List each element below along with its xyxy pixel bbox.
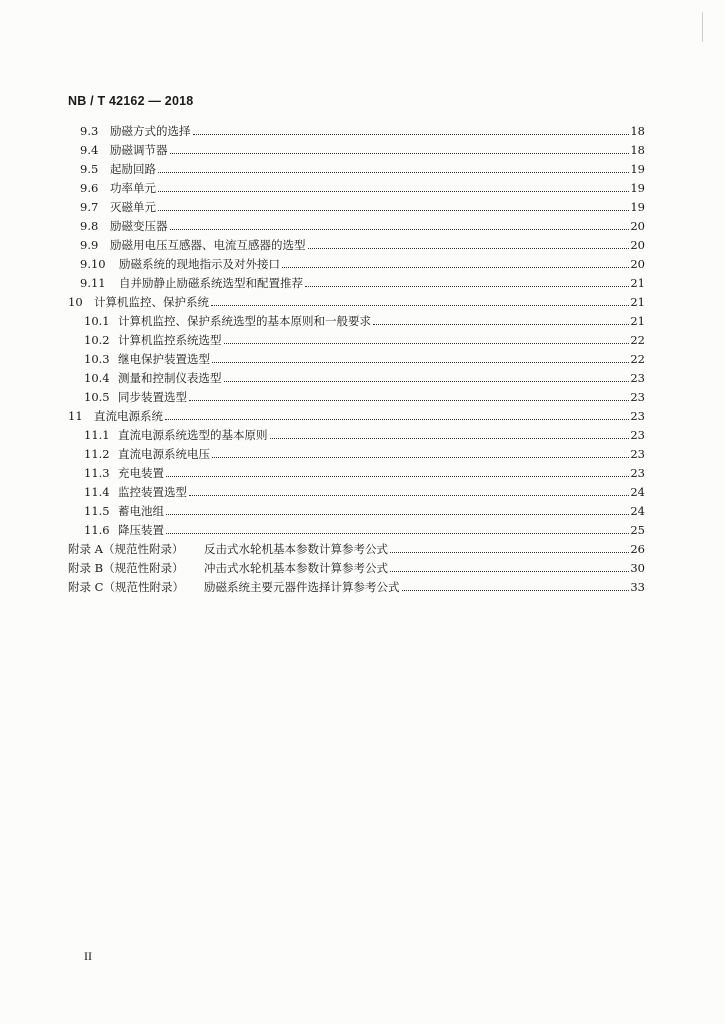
toc-entry-number: 9.3 (80, 124, 99, 138)
toc-entry-number: 9.5 (80, 162, 99, 176)
toc-entry[interactable] (84, 348, 645, 367)
toc-entry-title: 直流电源系统 (94, 409, 163, 423)
toc-entry-page: 24 (630, 485, 645, 499)
toc-entry-title: 励磁方式的选择 (110, 124, 191, 138)
toc-leader-dots (158, 209, 629, 211)
toc-entry[interactable] (80, 272, 645, 291)
toc-leader-dots (390, 551, 629, 553)
toc-entry-page: 30 (630, 561, 645, 575)
toc-leader-dots (189, 494, 629, 496)
toc-leader-dots (166, 513, 629, 515)
toc-entry-page: 24 (630, 504, 645, 518)
toc-entry[interactable] (84, 367, 645, 386)
toc-leader-dots (390, 570, 629, 572)
toc-entry-page: 26 (630, 542, 645, 556)
toc-entry-title: 计算机监控系统选型 (118, 333, 222, 347)
toc-entry-title: 励磁系统主要元器件选择计算参考公式 (204, 580, 400, 594)
toc-entry-page: 21 (630, 295, 645, 309)
toc-leader-dots (170, 228, 630, 230)
toc-entry[interactable] (80, 177, 645, 196)
toc-entry-number: 11.1 (84, 428, 110, 442)
toc-entry-page: 18 (630, 143, 645, 157)
toc-entry-title: 起励回路 (110, 162, 156, 176)
toc-leader-dots (158, 171, 629, 173)
toc-leader-dots (166, 475, 629, 477)
toc-chapter[interactable] (68, 291, 645, 310)
toc-entry-title: 灭磁单元 (110, 200, 156, 214)
toc-entry-page: 21 (630, 276, 645, 290)
page-number-footer: II (84, 949, 92, 963)
toc-leader-dots (211, 304, 629, 306)
toc-entry-title: 计算机监控、保护系统 (94, 295, 209, 309)
document-code-header: NB / T 42162 — 2018 (68, 94, 194, 108)
toc-entry-page: 23 (630, 428, 645, 442)
toc-entry-page: 20 (630, 238, 645, 252)
toc-entry-number: 9.7 (80, 200, 99, 214)
toc-leader-dots (189, 399, 629, 401)
toc-entry-number: 10.5 (84, 390, 110, 404)
toc-entry-title: 同步装置选型 (118, 390, 187, 404)
toc-entry-number: 9.11 (80, 276, 106, 290)
toc-leader-dots (402, 589, 630, 591)
toc-entry[interactable] (84, 500, 645, 519)
toc-entry-number: 11.5 (84, 504, 110, 518)
toc-leader-dots (305, 285, 629, 287)
toc-entry-number: 10 (68, 295, 83, 309)
toc-entry-page: 23 (630, 447, 645, 461)
toc-leader-dots (224, 380, 630, 382)
toc-entry-title: 充电装置 (118, 466, 164, 480)
toc-leader-dots (224, 342, 630, 344)
toc-entry-number: 附录 A（规范性附录） (68, 542, 184, 556)
toc-leader-dots (166, 532, 629, 534)
toc-entry-title: 降压装置 (118, 523, 164, 537)
toc-entry-title: 励磁系统的现地指示及对外接口 (119, 257, 280, 271)
toc-entry[interactable] (80, 158, 645, 177)
toc-entry[interactable] (80, 120, 645, 139)
toc-leader-dots (373, 323, 629, 325)
toc-entry-number: 附录 C（规范性附录） (68, 580, 184, 594)
toc-entry-number: 11.2 (84, 447, 110, 461)
toc-leader-dots (270, 437, 630, 439)
toc-entry-number: 9.8 (80, 219, 99, 233)
toc-entry-title: 继电保护装置选型 (118, 352, 210, 366)
toc-leader-dots (165, 418, 629, 420)
toc-appendix[interactable] (68, 557, 645, 576)
toc-entry[interactable] (80, 234, 645, 253)
toc-appendix[interactable] (68, 576, 645, 595)
toc-entry-title: 直流电源系统电压 (118, 447, 210, 461)
toc-entry-number: 11 (68, 409, 83, 423)
toc-entry-number: 10.2 (84, 333, 110, 347)
toc-entry-title: 励磁变压器 (110, 219, 168, 233)
toc-entry-title: 功率单元 (110, 181, 156, 195)
toc-entry-number: 9.10 (80, 257, 106, 271)
toc-entry-page: 20 (630, 219, 645, 233)
toc-entry[interactable] (84, 481, 645, 500)
toc-entry[interactable] (80, 139, 645, 158)
toc-entry[interactable] (84, 329, 645, 348)
toc-leader-dots (308, 247, 630, 249)
toc-entry[interactable] (84, 310, 645, 329)
toc-entry-page: 22 (630, 352, 645, 366)
toc-entry-title: 直流电源系统选型的基本原则 (118, 428, 268, 442)
toc-leader-dots (282, 266, 629, 268)
toc-entry-page: 23 (630, 371, 645, 385)
toc-entry-page: 20 (630, 257, 645, 271)
toc-entry-number: 10.1 (84, 314, 110, 328)
toc-entry-title: 计算机监控、保护系统选型的基本原则和一般要求 (118, 314, 371, 328)
toc-entry-page: 22 (630, 333, 645, 347)
toc-entry-page: 23 (630, 409, 645, 423)
toc-leader-dots (212, 456, 629, 458)
toc-entry-page: 19 (630, 162, 645, 176)
toc-entry-page: 21 (630, 314, 645, 328)
toc-entry-title: 测量和控制仪表选型 (118, 371, 222, 385)
toc-entry-title: 励磁用电压互感器、电流互感器的选型 (110, 238, 306, 252)
toc-entry-number: 11.4 (84, 485, 110, 499)
toc-entry-number: 10.3 (84, 352, 110, 366)
toc-appendix[interactable] (68, 538, 645, 557)
toc-entry-title: 蓄电池组 (118, 504, 164, 518)
toc-entry-page: 18 (630, 124, 645, 138)
toc-entry-title: 自并励静止励磁系统选型和配置推荐 (119, 276, 303, 290)
toc-entry[interactable] (84, 386, 645, 405)
toc-leader-dots (170, 152, 630, 154)
toc-entry-page: 23 (630, 466, 645, 480)
toc-chapter[interactable] (68, 405, 645, 424)
toc-entry-title: 励磁调节器 (110, 143, 168, 157)
toc-entry-page: 25 (630, 523, 645, 537)
toc-entry[interactable] (84, 519, 645, 538)
toc-entry-page: 33 (630, 580, 645, 594)
toc-entry-number: 11.6 (84, 523, 110, 537)
toc-entry-number: 附录 B（规范性附录） (68, 561, 184, 575)
toc-entry[interactable] (80, 253, 645, 272)
toc-entry[interactable] (84, 443, 645, 462)
toc-entry[interactable] (80, 215, 645, 234)
toc-entry[interactable] (80, 196, 645, 215)
toc-entry-title: 冲击式水轮机基本参数计算参考公式 (204, 561, 388, 575)
toc-entry-title: 反击式水轮机基本参数计算参考公式 (204, 542, 388, 556)
toc-entry-number: 9.4 (80, 143, 99, 157)
toc-entry-number: 9.9 (80, 238, 99, 252)
toc-entry-number: 9.6 (80, 181, 99, 195)
toc-entry-page: 23 (630, 390, 645, 404)
toc-entry[interactable] (84, 462, 645, 481)
toc-leader-dots (193, 133, 630, 135)
toc-entry-page: 19 (630, 181, 645, 195)
toc-leader-dots (158, 190, 629, 192)
toc-entry-title: 监控装置选型 (118, 485, 187, 499)
toc-entry-number: 11.3 (84, 466, 110, 480)
toc-entry[interactable] (84, 424, 645, 443)
toc-entry-page: 19 (630, 200, 645, 214)
toc-entry-number: 10.4 (84, 371, 110, 385)
scan-edge-mark (702, 12, 703, 42)
toc-leader-dots (212, 361, 629, 363)
